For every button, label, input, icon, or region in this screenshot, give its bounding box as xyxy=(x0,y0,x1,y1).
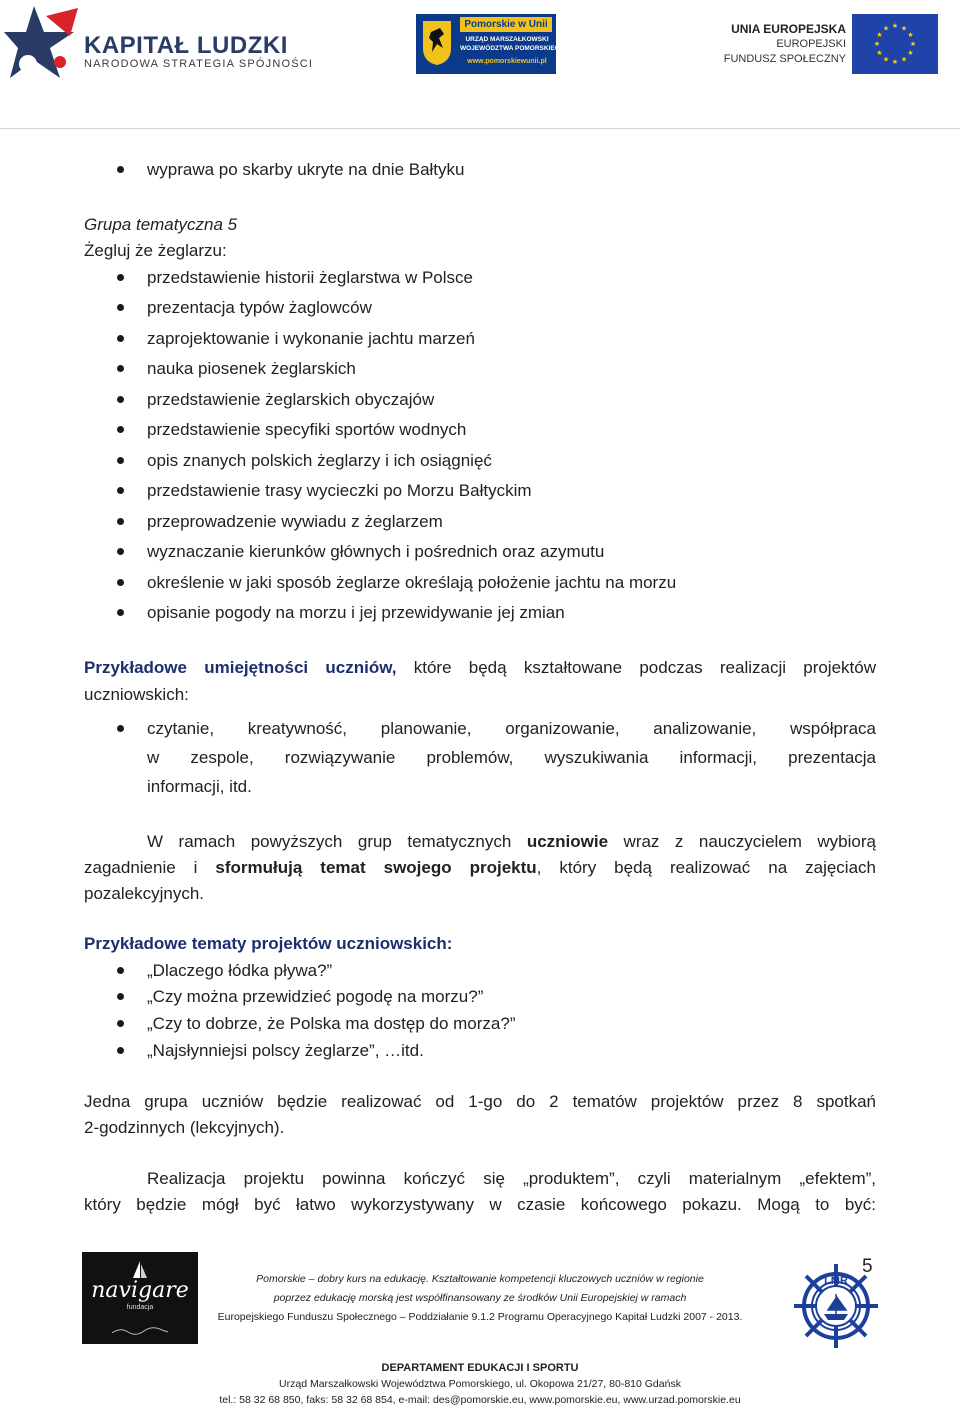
para1-line3: pozalekcyjnych. xyxy=(84,884,205,903)
svg-text:★: ★ xyxy=(876,31,883,39)
footer-line3: Europejskiego Funduszu Społecznego – Poddziałanie 9.1.2 Programu Operacyjnego Kapitał Ludzki 2007 - 2013. xyxy=(217,1311,743,1323)
para1-text: W ramach powyższych grup tematycznych xyxy=(147,832,527,851)
topics-heading: Przykładowe tematy projektów uczniowskich: xyxy=(84,934,453,953)
list-item: wyprawa po skarby ukryte na dnie Bałtyku xyxy=(147,160,465,179)
svg-text:★: ★ xyxy=(873,40,881,48)
svg-text:★: ★ xyxy=(891,58,899,66)
list-item: opis znanych polskich żeglarzy i ich osiągnięć xyxy=(147,451,492,470)
eu-flag-icon xyxy=(852,14,938,74)
header-divider xyxy=(0,128,960,129)
bullet-icon xyxy=(117,457,124,464)
list-item: przedstawienie żeglarskich obyczajów xyxy=(147,390,435,409)
pomorskie-website: www.pomorskiewunii.pl xyxy=(467,58,547,65)
list-item: przedstawienie trasy wycieczki po Morzu Bałtyckim xyxy=(147,481,532,500)
list-item: prezentacja typów żaglowców xyxy=(147,298,372,317)
bullet-icon xyxy=(117,1020,124,1027)
svg-text:★: ★ xyxy=(900,24,908,33)
para1-text: , który będą realizować na zajęciach xyxy=(536,858,876,877)
svg-text:★: ★ xyxy=(882,55,890,64)
para2-line1: Jedna grupa uczniów będzie realizować od 1-go do 2 tematów projektów przez 8 spotkań xyxy=(84,1092,876,1111)
eu-line3: FUNDUSZ SPOŁECZNY xyxy=(723,53,846,65)
svg-text:★: ★ xyxy=(909,40,917,48)
para1-bold: uczniowie xyxy=(526,832,609,851)
skills-item-line2: w zespole, rozwiązywanie problemów, wyszukiwania informacji, prezentacja xyxy=(147,748,876,767)
svg-text:★: ★ xyxy=(907,49,914,57)
para1-bold: sformułują temat swojego projektu xyxy=(215,858,537,877)
footer-contact: tel.: 58 32 68 850, faks: 58 32 68 854, e-mail: des@pomorskie.eu, www.pomorskie.eu, www.urzad.pomorskie.eu xyxy=(219,1394,741,1406)
bullet-icon xyxy=(117,579,124,586)
page-number: 5 xyxy=(862,1256,873,1277)
navigare-subtitle: fundacja xyxy=(126,1304,154,1311)
pomorskie-line2: WOJEWÓDZTWA POMORSKIEGO xyxy=(460,45,565,52)
para3-line1: Realizacja projektu powinna kończyć się „produktem”, czyli materialnym „efektem”, xyxy=(147,1169,876,1188)
pomorskie-title: Pomorskie w Unii xyxy=(460,17,552,32)
bullet-icon xyxy=(117,518,124,525)
lmr-text: LMR xyxy=(824,1275,848,1287)
para3-line2: który będzie mógł być łatwo wykorzystywany w czasie końcowego pokazu. Mogą to być: xyxy=(84,1195,876,1214)
bullet-icon xyxy=(117,725,124,732)
topic-item: „Czy można przewidzieć pogodę na morzu?” xyxy=(147,987,484,1006)
svg-text:★: ★ xyxy=(882,24,890,33)
para1-line1 xyxy=(147,832,876,852)
pomorskie-line1: URZĄD MARSZAŁKOWSKI xyxy=(465,36,549,43)
eu-line2: EUROPEJSKI xyxy=(776,38,846,50)
navigare-title: navigare xyxy=(91,1278,189,1303)
bullet-icon xyxy=(117,274,124,281)
para1-text: zagadnienie i xyxy=(84,858,216,877)
star-emblem-icon xyxy=(4,2,82,88)
list-item: opisanie pogody na morzu i jej przewidywanie jej zmian xyxy=(147,603,565,622)
bullet-icon xyxy=(117,487,124,494)
skills-item-line3: informacji, itd. xyxy=(147,777,252,796)
eu-line1: UNIA EUROPEJSKA xyxy=(731,22,846,36)
list-item: nauka piosenek żeglarskich xyxy=(147,359,356,378)
bullet-icon xyxy=(117,548,124,555)
skills-heading-rest: które będą kształtowane podczas realizacji projektów xyxy=(396,658,876,677)
list-item: określenie w jaki sposób żeglarze określają położenie jachtu na morzu xyxy=(147,573,677,592)
para1-text: wraz z nauczycielem wybiorą xyxy=(608,832,876,851)
skills-heading-line2: uczniowskich: xyxy=(84,685,189,704)
list-item: przedstawienie specyfiki sportów wodnych xyxy=(147,420,467,439)
kl-title: KAPITAŁ LUDZKI xyxy=(84,32,288,59)
list-item: wyznaczanie kierunków głównych i pośrednich oraz azymutu xyxy=(147,542,605,561)
list-item: zaprojektowanie i wykonanie jachtu marzeń xyxy=(147,329,475,348)
topic-item: „Dlaczego łódka pływa?” xyxy=(147,961,333,980)
bullet-icon xyxy=(117,426,124,433)
bullet-icon xyxy=(117,365,124,372)
bullet-icon xyxy=(117,166,124,173)
list-item: przeprowadzenie wywiadu z żeglarzem xyxy=(147,512,443,531)
topic-item: „Czy to dobrze, że Polska ma dostęp do morza?” xyxy=(147,1014,516,1033)
skills-heading xyxy=(84,658,876,678)
bullet-icon xyxy=(117,967,124,974)
signature-icon xyxy=(110,1326,170,1336)
footer-dept: DEPARTAMENT EDUKACJI I SPORTU xyxy=(381,1362,579,1374)
skills-heading-bold: Przykładowe umiejętności uczniów, xyxy=(84,658,397,677)
sail-icon xyxy=(130,1260,150,1280)
kl-subtitle: NARODOWA STRATEGIA SPÓJNOŚCI xyxy=(84,58,314,70)
footer-line1: Pomorskie – dobry kurs na edukację. Kształtowanie kompetencji kluczowych uczniów w regionie xyxy=(256,1273,704,1285)
svg-text:★: ★ xyxy=(876,49,883,57)
topic-item: „Najsłynniejsi polscy żeglarze”, …itd. xyxy=(147,1041,424,1060)
eu-logo xyxy=(720,14,942,76)
bullet-icon xyxy=(117,396,124,403)
bullet-icon xyxy=(117,609,124,616)
para1-line2 xyxy=(84,858,876,878)
svg-text:★: ★ xyxy=(907,31,914,39)
kapital-ludzki-logo xyxy=(4,2,314,88)
page-header xyxy=(0,0,960,130)
bullet-icon xyxy=(117,1047,124,1054)
footer-line2: poprzez edukację morską jest współfinansowany ze środków Unii Europejskiej w ramach xyxy=(273,1292,687,1304)
list-item: przedstawienie historii żeglarstwa w Polsce xyxy=(147,268,473,287)
bullet-icon xyxy=(117,304,124,311)
griffin-crest-icon xyxy=(422,20,452,66)
navigare-logo xyxy=(82,1252,198,1344)
group-title: Żegluj że żeglarzu: xyxy=(84,241,227,260)
pomorskie-logo xyxy=(416,14,565,74)
svg-text:★: ★ xyxy=(891,22,899,30)
group-label: Grupa tematyczna 5 xyxy=(84,215,238,234)
bullet-icon xyxy=(117,335,124,342)
skills-item-line1: czytanie, kreatywność, planowanie, organizowanie, analizowanie, współpraca xyxy=(147,719,876,738)
footer-address: Urząd Marszałkowski Województwa Pomorskiego, ul. Okopowa 21/27, 80-810 Gdańsk xyxy=(279,1378,681,1390)
bullet-icon xyxy=(117,993,124,1000)
para2-line2: 2-godzinnych (lekcyjnych). xyxy=(84,1118,285,1137)
svg-text:★: ★ xyxy=(900,55,908,64)
